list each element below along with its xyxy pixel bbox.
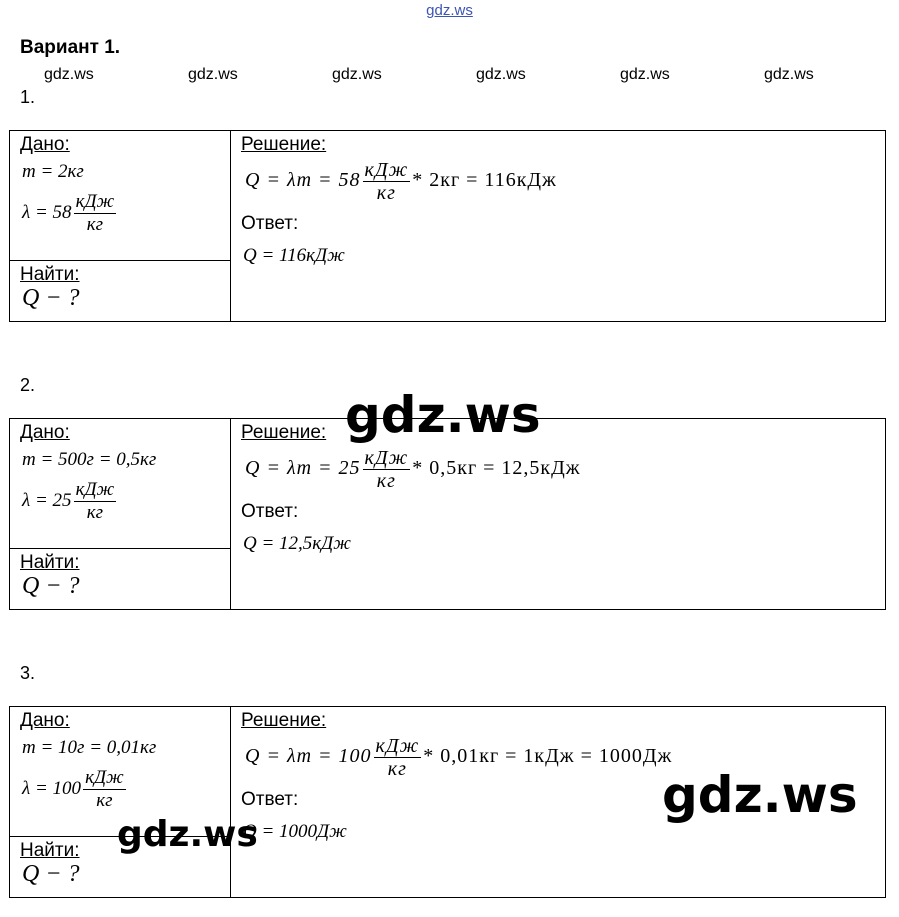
fraction-numerator: кДж (364, 447, 409, 469)
fraction-denominator: кг (387, 758, 407, 780)
equation-left: Q = λm = 58 (245, 169, 361, 192)
solution-equation (245, 447, 581, 492)
lambda-coefficient: λ = 25 (22, 489, 72, 511)
task-number: 2. (20, 375, 36, 395)
answer-label: Ответ: (241, 213, 299, 234)
equation-fraction (363, 159, 411, 204)
task-table-1 (9, 130, 886, 322)
task-table-2 (9, 418, 886, 610)
find-label: Найти: (20, 840, 80, 861)
watermark-label: gdz.ws (620, 66, 670, 83)
task-number: 1. (20, 87, 36, 107)
fraction-denominator: кг (376, 182, 396, 204)
given-cell (10, 131, 231, 261)
given-lambda (22, 767, 128, 812)
solution-equation (245, 159, 557, 204)
watermark-large: gdz.ws (345, 386, 541, 444)
given-lambda (22, 479, 118, 524)
lambda-unit-fraction (83, 767, 126, 812)
fraction-numerator: кДж (75, 479, 115, 500)
watermark-label: gdz.ws (764, 66, 814, 83)
watermark-label: gdz.ws (332, 66, 382, 83)
given-label: Дано: (20, 134, 70, 155)
equation-fraction (374, 735, 422, 780)
solution-label: Решение: (241, 422, 327, 443)
watermark-large: gdz.ws (662, 766, 858, 824)
find-cell (10, 261, 231, 322)
fraction-numerator: кДж (364, 159, 409, 181)
task-number: 3. (20, 663, 36, 683)
find-value: Q − ? (22, 285, 80, 311)
watermark-label: gdz.ws (44, 66, 94, 83)
fraction-numerator: кДж (375, 735, 420, 757)
variant-title: Вариант 1. (20, 37, 121, 58)
find-value: Q − ? (22, 861, 80, 887)
equation-fraction (363, 447, 411, 492)
fraction-denominator: кг (96, 790, 113, 811)
equation-right: * 0,01кг = 1кДж = 1000Дж (423, 745, 673, 768)
given-mass: m = 2кг (22, 161, 84, 182)
watermark-medium: gdz.ws (117, 814, 258, 855)
answer-label: Ответ: (241, 501, 299, 522)
equation-left: Q = λm = 100 (245, 745, 372, 768)
equation-left: Q = λm = 25 (245, 457, 361, 480)
answer-value: Q = 116кДж (243, 245, 345, 266)
answer-label: Ответ: (241, 789, 299, 810)
fraction-numerator: кДж (75, 191, 115, 212)
solution-cell (231, 419, 885, 609)
find-value: Q − ? (22, 573, 80, 599)
fraction-denominator: кг (86, 502, 104, 523)
solution-label: Решение: (241, 134, 327, 155)
answer-value: Q = 12,5кДж (243, 533, 351, 554)
given-mass: m = 500г = 0,5кг (22, 449, 157, 470)
find-cell (10, 549, 231, 610)
lambda-unit-fraction (74, 191, 117, 236)
solution-cell (231, 131, 885, 321)
given-cell (10, 419, 231, 549)
watermark-label: gdz.ws (188, 66, 238, 83)
given-label: Дано: (20, 710, 70, 731)
given-label: Дано: (20, 422, 70, 443)
fraction-numerator: кДж (85, 767, 124, 788)
fraction-denominator: кг (376, 470, 396, 492)
find-label: Найти: (20, 264, 80, 285)
lambda-coefficient: λ = 58 (22, 201, 72, 223)
given-lambda (22, 191, 118, 236)
solution-label: Решение: (241, 710, 327, 731)
solution-equation (245, 735, 672, 780)
top-watermark: gdz.ws (426, 2, 473, 19)
find-label: Найти: (20, 552, 80, 573)
fraction-denominator: кг (86, 214, 104, 235)
watermark-label: gdz.ws (476, 66, 526, 83)
lambda-unit-fraction (74, 479, 117, 524)
lambda-coefficient: λ = 100 (22, 777, 82, 799)
answer-value: Q = 1000Дж (243, 821, 347, 842)
given-mass: m = 10г = 0,01кг (22, 737, 157, 758)
equation-right: * 0,5кг = 12,5кДж (412, 457, 581, 480)
equation-right: * 2кг = 116кДж (412, 169, 557, 192)
